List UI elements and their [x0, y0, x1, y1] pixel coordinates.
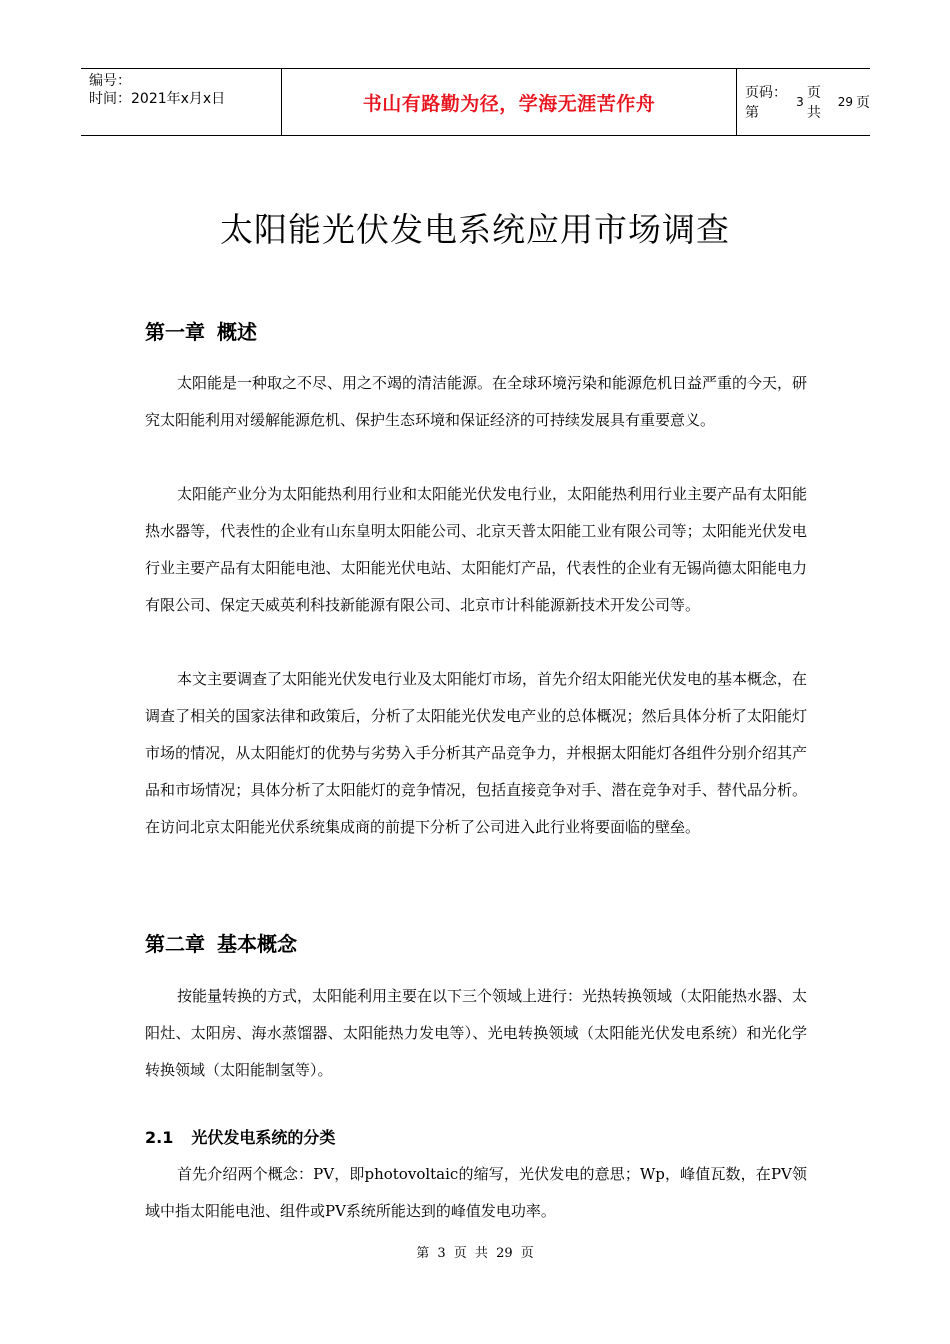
header-motto: 书山有路勤为径，学海无涯苦作舟: [281, 69, 737, 135]
document-number-label: 编号：: [89, 73, 131, 89]
chapter-1-title: 概述: [217, 320, 257, 344]
chapter-1-paragraph-2: 太阳能产业分为太阳能热利用行业和太阳能光伏发电行业，太阳能热利用行业主要产品有太阳能热水器等，代表性的企业有山东皇明太阳能公司、北京天普太阳能工业有限公司等；太阳能光伏发电行业主要产品有太阳能电池、太阳能光伏电站、太阳能灯产品，代表性的企业有无锡尚德太阳能电力有限公司、保定天威英利科技新能源有限公司、北京市计科能源新技术开发公司等。: [145, 485, 808, 614]
footer-mid: 页 共: [453, 1246, 488, 1261]
header-page-suffix: 页: [856, 95, 870, 111]
header-page-info: [737, 69, 870, 135]
page-footer: [0, 1244, 950, 1264]
page-header: [81, 68, 870, 136]
chapter-1-paragraph-1: 太阳能是一种取之不尽、用之不竭的清洁能源。在全球环境污染和能源危机日益严重的今天，研究太阳能利用对缓解能源危机、保护生态环境和保证经济的可持续发展具有重要意义。: [145, 374, 808, 429]
document-date-label: 时间：2021年x月x日: [89, 91, 226, 107]
document-title: 太阳能光伏发电系统应用市场调查: [220, 210, 730, 249]
footer-prefix: 第: [416, 1246, 430, 1261]
section-2-1-paragraph: 首先介绍两个概念：PV，即photovoltaic的缩写，光伏发电的意思；Wp，峰值瓦数，在PV领域中指太阳能电池、组件或PV系统所能达到的峰值发电功率。: [145, 1165, 807, 1220]
header-page-prefix: 页码：第: [745, 85, 787, 121]
header-page-total: 29: [837, 95, 853, 109]
chapter-1-heading: [145, 317, 257, 347]
section-2-1-title: 光伏发电系统的分类: [191, 1128, 336, 1147]
header-meta: [81, 69, 281, 135]
footer-page-total: 29: [496, 1246, 513, 1261]
chapter-2-heading: [145, 929, 297, 959]
header-page-mid: 页 共: [806, 85, 821, 121]
chapter-2-paragraph-1: 按能量转换的方式，太阳能利用主要在以下三个领域上进行：光热转换领域（太阳能热水器、太阳灶、太阳房、海水蒸馏器、太阳能热力发电等）、光电转换领域（太阳能光伏发电系统）和光化学转换领域（太阳能制氢等）。: [145, 987, 808, 1079]
chapter-2-number: 第二章: [145, 932, 205, 956]
chapter-2-title: 基本概念: [217, 932, 297, 956]
section-2-1-heading: [145, 1125, 335, 1151]
header-page-current: 3: [796, 95, 804, 109]
section-2-1-number: 2.1: [145, 1128, 174, 1147]
chapter-1-number: 第一章: [145, 320, 205, 344]
footer-suffix: 页: [520, 1246, 534, 1261]
footer-page-current: 3: [437, 1246, 446, 1261]
chapter-1-paragraph-3: 本文主要调查了太阳能光伏发电行业及太阳能灯市场，首先介绍太阳能光伏发电的基本概念，在调查了相关的国家法律和政策后，分析了太阳能光伏发电产业的总体概况；然后具体分析了太阳能灯市场的情况，从太阳能灯的优势与劣势入手分析其产品竞争力，并根据太阳能灯各组件分别介绍其产品和市场情况；具体分析了太阳能灯的竞争情况，包括直接竞争对手、潜在竞争对手、替代品分析。在访问北京太阳能光伏系统集成商的前提下分析了公司进入此行业将要面临的壁垒。: [145, 670, 808, 836]
